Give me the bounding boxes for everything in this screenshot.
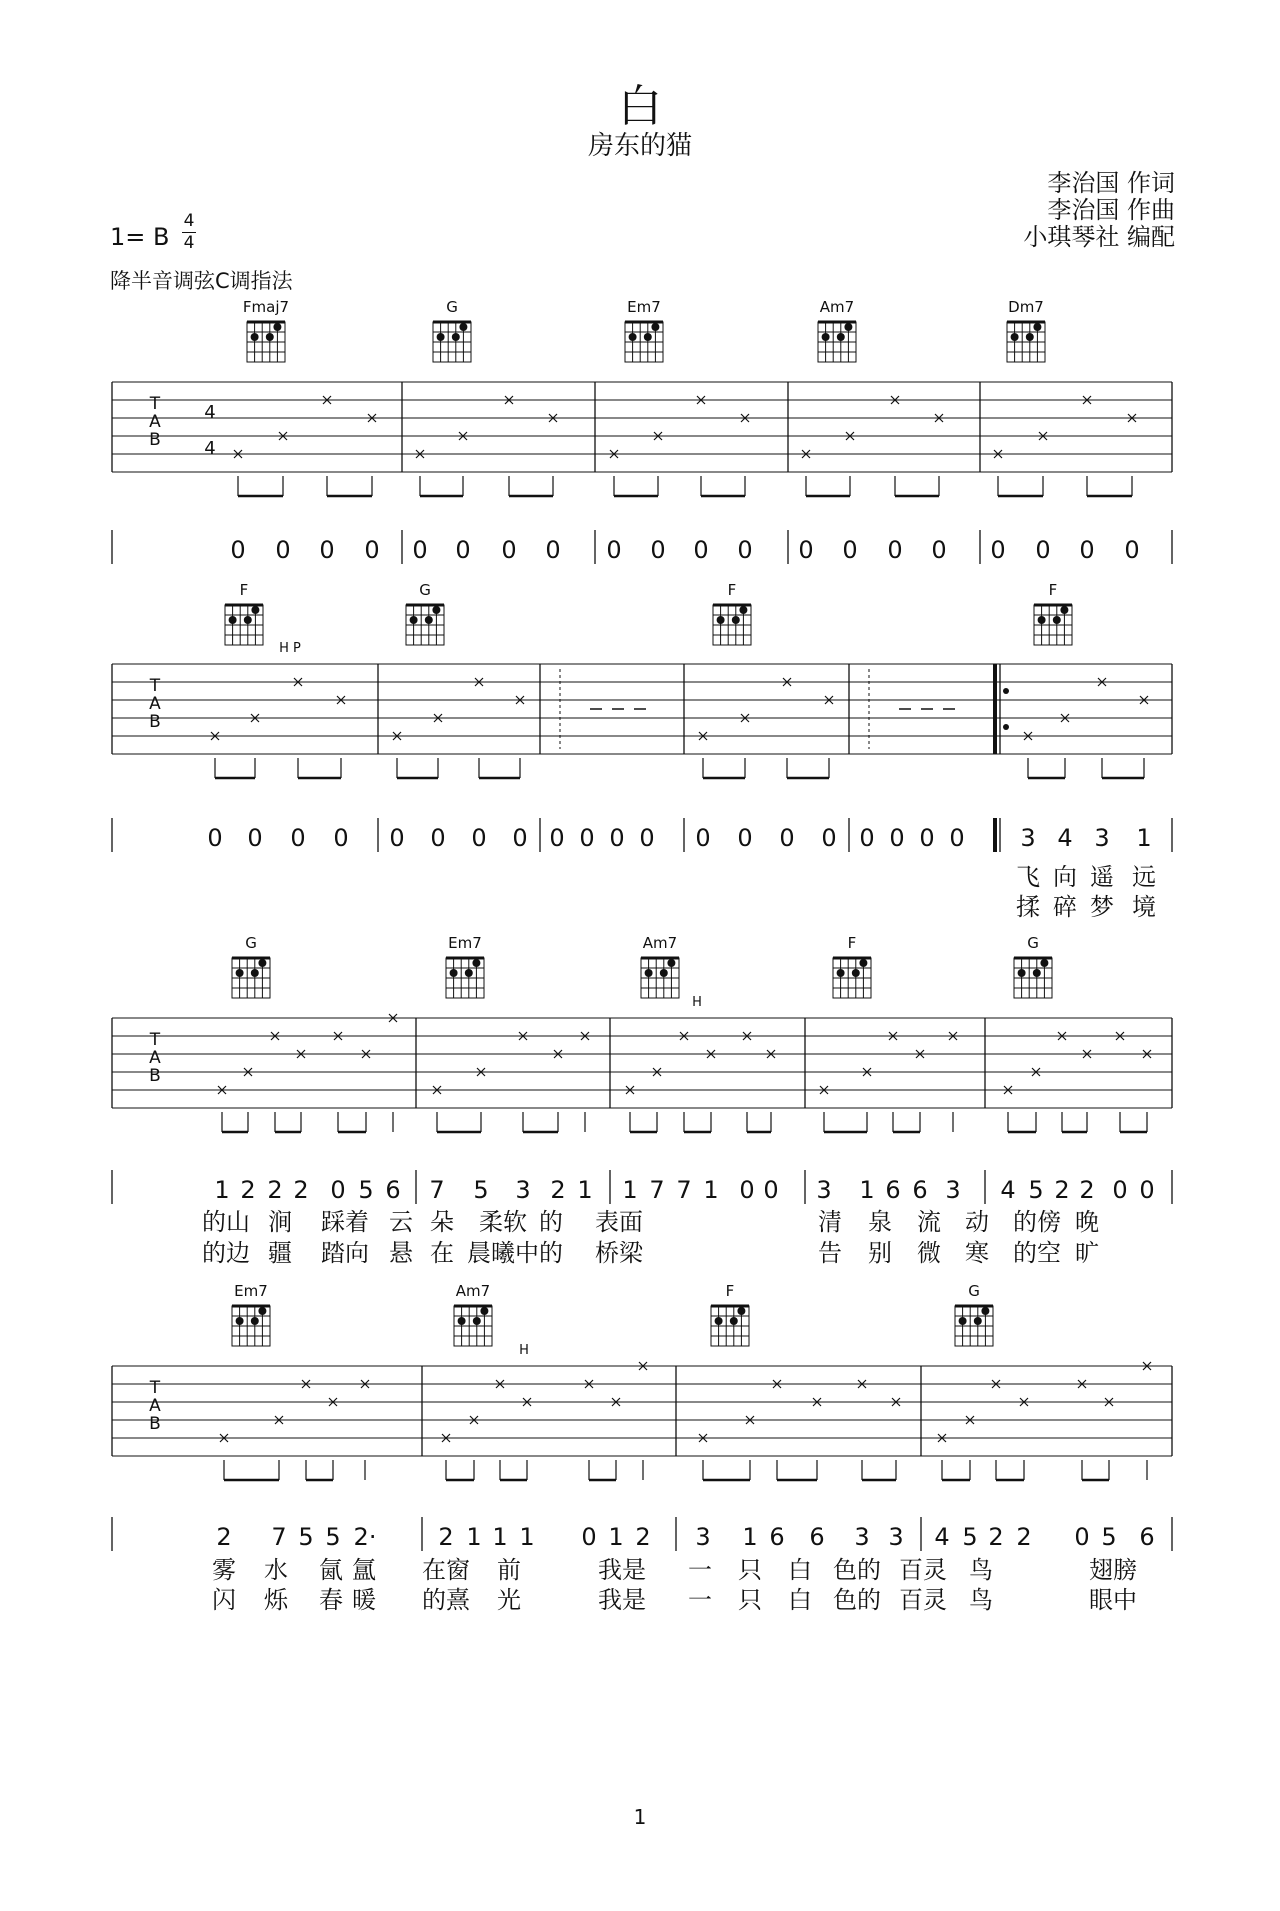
- page-number: 1: [633, 1805, 647, 1829]
- lyric-word: 眼中: [1089, 1586, 1137, 1614]
- jianpu-note: 6: [385, 1176, 401, 1204]
- chord-diagram: [433, 298, 471, 362]
- chord-dot: [437, 333, 445, 341]
- jianpu-note: 6: [769, 1523, 785, 1551]
- jianpu-note: 0: [412, 536, 428, 564]
- tab-time-bottom: 4: [204, 438, 216, 459]
- chord-dot: [258, 1307, 266, 1315]
- lyric-word: 清: [818, 1208, 842, 1236]
- lyric-word: 桥梁: [595, 1239, 643, 1267]
- system-1: [112, 298, 1172, 564]
- time-signature-bottom: 4: [183, 233, 195, 253]
- jianpu-note: 0: [364, 536, 380, 564]
- chord-dot: [852, 969, 860, 977]
- lyric-word: 飞: [1016, 863, 1040, 891]
- lyric-word: 云: [389, 1208, 413, 1236]
- jianpu-note: 0: [471, 824, 487, 852]
- lyric-word: 寒: [965, 1239, 989, 1267]
- jianpu-note: 2: [635, 1523, 651, 1551]
- jianpu-note: 0: [606, 536, 622, 564]
- credit-composer: 李治国 作曲: [1047, 196, 1175, 224]
- chord-dot: [229, 616, 237, 624]
- chord-dot: [837, 969, 845, 977]
- chord-dot: [273, 323, 281, 331]
- chord-dot: [472, 959, 480, 967]
- jianpu-note: 1: [742, 1523, 758, 1551]
- jianpu-note: 0: [650, 536, 666, 564]
- chord-dot: [251, 333, 259, 341]
- lyric-word: 晚: [1075, 1208, 1099, 1236]
- chord-dot: [737, 1307, 745, 1315]
- key-signature: 1= B: [110, 223, 170, 251]
- chord-diagram: [406, 581, 444, 645]
- lyric-word: 我是: [598, 1556, 646, 1584]
- chord-dot: [1011, 333, 1019, 341]
- chord-dot: [258, 959, 266, 967]
- lyric-word: 春: [319, 1586, 343, 1614]
- jianpu-note: 0: [290, 824, 306, 852]
- jianpu-note: 3: [816, 1176, 832, 1204]
- jianpu-note: 0: [333, 824, 349, 852]
- chord-dot: [251, 1317, 259, 1325]
- jianpu-note: 2: [550, 1176, 566, 1204]
- chord-dot: [715, 1317, 723, 1325]
- tab-letter-b: B: [149, 1066, 161, 1086]
- chord-diagram: [1034, 581, 1072, 645]
- chord-dot: [859, 959, 867, 967]
- chord-dot: [244, 616, 252, 624]
- chord-dot: [480, 1307, 488, 1315]
- jianpu-note: 0: [1074, 1523, 1090, 1551]
- jianpu-note: 0: [545, 536, 561, 564]
- chord-dot: [732, 616, 740, 624]
- jianpu-note: 3: [515, 1176, 531, 1204]
- lyric-word: 朵: [430, 1208, 454, 1236]
- tab-letter-a: A: [149, 412, 161, 432]
- lyric-word: 鸟: [969, 1586, 993, 1614]
- jianpu-note: 2: [1054, 1176, 1070, 1204]
- lyric-word: 揉: [1016, 893, 1040, 921]
- jianpu-note: 0: [247, 824, 263, 852]
- chord-diagram: [1007, 298, 1045, 362]
- time-signature-top: 4: [183, 211, 195, 231]
- jianpu-note: 1: [519, 1523, 535, 1551]
- chord-name: Am7: [455, 1282, 491, 1300]
- lyric-word: 暖: [352, 1586, 376, 1614]
- jianpu-note: 0: [207, 824, 223, 852]
- jianpu-note: 0: [1124, 536, 1140, 564]
- chord-dot: [1053, 616, 1061, 624]
- chord-name: F: [847, 934, 857, 952]
- chord-dot: [651, 323, 659, 331]
- technique-label: H P: [279, 641, 301, 656]
- jianpu-note: 3: [854, 1523, 870, 1551]
- jianpu-note: 3: [695, 1523, 711, 1551]
- lyric-word: 只: [738, 1586, 762, 1614]
- repeat-dot: [1003, 688, 1009, 694]
- jianpu-note: 6: [912, 1176, 928, 1204]
- jianpu-note: 0: [1079, 536, 1095, 564]
- lyric-word: 涧: [268, 1208, 292, 1236]
- lyric-word: 动: [965, 1208, 989, 1236]
- jianpu-note: 0: [319, 536, 335, 564]
- jianpu-note: 6: [885, 1176, 901, 1204]
- lyric-word: 我是: [598, 1586, 646, 1614]
- lyric-word: 旷: [1075, 1239, 1099, 1267]
- jianpu-note: 1: [214, 1176, 230, 1204]
- chord-dot: [837, 333, 845, 341]
- lyric-word: 表面: [595, 1208, 643, 1236]
- chord-dot: [266, 333, 274, 341]
- tab-letter-b: B: [149, 430, 161, 450]
- jianpu-note: 2: [988, 1523, 1004, 1551]
- chord-name: Am7: [642, 934, 678, 952]
- chord-dot: [730, 1317, 738, 1325]
- tab-letter-b: B: [149, 712, 161, 732]
- jianpu-note: 2: [267, 1176, 283, 1204]
- jianpu-note: 3: [1020, 824, 1036, 852]
- lyric-word: 的: [539, 1239, 563, 1267]
- chord-name: Am7: [819, 298, 855, 316]
- chord-name: Em7: [627, 298, 661, 316]
- jianpu-note: 2: [293, 1176, 309, 1204]
- lyric-word: 一: [688, 1586, 712, 1614]
- jianpu-note: 5: [1028, 1176, 1044, 1204]
- jianpu-note: 4: [1057, 824, 1073, 852]
- chord-dot: [432, 606, 440, 614]
- lyric-word: 微: [917, 1239, 941, 1267]
- chord-name: F: [1048, 581, 1058, 599]
- chord-dot: [739, 606, 747, 614]
- jianpu-note: 0: [1139, 1176, 1155, 1204]
- jianpu-note: 0: [549, 824, 565, 852]
- jianpu-note: 0: [763, 1176, 779, 1204]
- credit-lyricist: 李治国 作词: [1047, 169, 1175, 197]
- lyric-word: 雾: [212, 1556, 236, 1584]
- chord-dot: [1038, 616, 1046, 624]
- lyric-word: 的傍: [1013, 1208, 1061, 1236]
- chord-dot: [1018, 969, 1026, 977]
- jianpu-note: 0: [1112, 1176, 1128, 1204]
- chord-diagram: [232, 934, 270, 998]
- chord-dot: [644, 333, 652, 341]
- jianpu-note: 0: [1035, 536, 1051, 564]
- credit-arranger: 小琪琴社 编配: [1023, 223, 1175, 251]
- chord-dot: [465, 969, 473, 977]
- chord-dot: [959, 1317, 967, 1325]
- tab-letter-t: T: [149, 1378, 161, 1398]
- chord-diagram: [625, 298, 663, 362]
- jianpu-note: 3: [888, 1523, 904, 1551]
- chord-dot: [645, 969, 653, 977]
- lyric-word: 境: [1132, 893, 1156, 921]
- chord-name: G: [968, 1282, 980, 1300]
- chord-diagram: [225, 581, 263, 645]
- lyric-word: 告: [818, 1239, 842, 1267]
- chord-name: G: [245, 934, 257, 952]
- tab-letter-a: A: [149, 694, 161, 714]
- jianpu-note: 3: [1094, 824, 1110, 852]
- jianpu-note: 2: [240, 1176, 256, 1204]
- jianpu-note: 0: [430, 824, 446, 852]
- tab-letter-t: T: [149, 1030, 161, 1050]
- song-artist: 房东的猫: [587, 131, 692, 161]
- chord-dot: [667, 959, 675, 967]
- jianpu-note: 1: [608, 1523, 624, 1551]
- jianpu-note: 0: [779, 824, 795, 852]
- lyric-word: 翅膀: [1089, 1556, 1137, 1584]
- lyric-word: 泉: [868, 1208, 892, 1236]
- repeat-dot: [1003, 724, 1009, 730]
- lyric-word: 的熹: [422, 1586, 470, 1614]
- chord-diagram: [818, 298, 856, 362]
- jianpu-note: 1: [577, 1176, 593, 1204]
- lyric-word: 前: [497, 1556, 521, 1584]
- lyric-word: 一: [688, 1556, 712, 1584]
- jianpu-note: 2·: [353, 1523, 377, 1551]
- jianpu-note: 0: [919, 824, 935, 852]
- jianpu-note: 2: [1016, 1523, 1032, 1551]
- chord-dot: [410, 616, 418, 624]
- lyric-word: 别: [868, 1239, 892, 1267]
- chord-dot: [251, 969, 259, 977]
- jianpu-note: 1: [492, 1523, 508, 1551]
- tab-letter-a: A: [149, 1396, 161, 1416]
- chord-dot: [236, 1317, 244, 1325]
- chord-name: F: [725, 1282, 735, 1300]
- lyric-word: 疆: [268, 1239, 292, 1267]
- lyric-word: 在: [430, 1239, 454, 1267]
- jianpu-note: 2: [438, 1523, 454, 1551]
- jianpu-note: 5: [473, 1176, 489, 1204]
- chord-dot: [660, 969, 668, 977]
- lyric-word: 悬: [389, 1239, 413, 1267]
- lyric-word: 踩着: [321, 1208, 369, 1236]
- jianpu-note: 1: [466, 1523, 482, 1551]
- tab-letter-t: T: [149, 394, 161, 414]
- chord-dot: [981, 1307, 989, 1315]
- lyric-word: 梦: [1090, 893, 1114, 921]
- jianpu-note: 0: [389, 824, 405, 852]
- lyric-word: 水: [264, 1556, 288, 1584]
- chord-diagram: [711, 1282, 749, 1346]
- jianpu-note: 5: [298, 1523, 314, 1551]
- lyric-word: 柔软: [479, 1208, 527, 1236]
- chord-dot: [473, 1317, 481, 1325]
- chord-diagram: [713, 581, 751, 645]
- lyric-word: 百灵: [899, 1586, 947, 1614]
- jianpu-note: 2: [216, 1523, 232, 1551]
- chord-diagram: [454, 1282, 492, 1346]
- chord-dot: [251, 606, 259, 614]
- lyric-word: 白: [788, 1586, 812, 1614]
- chord-diagram: [955, 1282, 993, 1346]
- chord-dot: [1026, 333, 1034, 341]
- song-title: 白: [618, 81, 662, 132]
- jianpu-note: 0: [639, 824, 655, 852]
- chord-diagram: [446, 934, 484, 998]
- lyric-word: 闪: [212, 1586, 236, 1614]
- chord-dot: [452, 333, 460, 341]
- chord-diagram: [1014, 934, 1052, 998]
- tab-letter-b: B: [149, 1414, 161, 1434]
- chord-dot: [459, 323, 467, 331]
- jianpu-note: 6: [809, 1523, 825, 1551]
- lyric-word: 的空: [1013, 1239, 1061, 1267]
- system-2: [112, 581, 1172, 921]
- jianpu-note: 0: [609, 824, 625, 852]
- lyric-word: 色的: [833, 1556, 881, 1584]
- chord-name: G: [419, 581, 431, 599]
- chord-dot: [458, 1317, 466, 1325]
- jianpu-note: 0: [931, 536, 947, 564]
- chord-dot: [1040, 959, 1048, 967]
- chord-diagram: [232, 1282, 270, 1346]
- jianpu-note: 0: [693, 536, 709, 564]
- jianpu-note: 5: [1101, 1523, 1117, 1551]
- jianpu-note: 0: [859, 824, 875, 852]
- jianpu-note: 0: [990, 536, 1006, 564]
- lyric-word: 向: [1053, 863, 1077, 891]
- lyric-word: 在窗: [422, 1556, 470, 1584]
- chord-name: Em7: [234, 1282, 268, 1300]
- lyric-word: 晨曦中: [467, 1239, 539, 1267]
- chord-dot: [425, 616, 433, 624]
- jianpu-note: 7: [429, 1176, 445, 1204]
- chord-dot: [822, 333, 830, 341]
- lyric-word: 遥: [1090, 863, 1114, 891]
- chord-dot: [844, 323, 852, 331]
- lyric-word: 烁: [264, 1586, 288, 1614]
- chord-name: F: [239, 581, 249, 599]
- jianpu-note: 2: [1079, 1176, 1095, 1204]
- chord-name: G: [446, 298, 458, 316]
- tab-time-top: 4: [204, 402, 216, 423]
- jianpu-note: 0: [821, 824, 837, 852]
- lyric-word: 百灵: [899, 1556, 947, 1584]
- technique-label: H: [692, 995, 702, 1010]
- jianpu-note: 1: [703, 1176, 719, 1204]
- lyric-word: 的山: [202, 1208, 250, 1236]
- jianpu-note: 0: [889, 824, 905, 852]
- jianpu-note: 0: [455, 536, 471, 564]
- system-3: [112, 934, 1172, 1267]
- jianpu-note: 0: [949, 824, 965, 852]
- jianpu-note: 5: [962, 1523, 978, 1551]
- jianpu-note: 7: [271, 1523, 287, 1551]
- jianpu-note: 3: [945, 1176, 961, 1204]
- lyric-word: 的边: [202, 1239, 250, 1267]
- jianpu-note: 4: [934, 1523, 950, 1551]
- jianpu-note: 0: [695, 824, 711, 852]
- jianpu-note: 4: [1000, 1176, 1016, 1204]
- lyric-word: 远: [1132, 863, 1156, 891]
- chord-dot: [974, 1317, 982, 1325]
- chord-name: Fmaj7: [242, 298, 290, 316]
- jianpu-note: 0: [275, 536, 291, 564]
- chord-name: Em7: [448, 934, 482, 952]
- chord-dot: [1033, 323, 1041, 331]
- jianpu-note: 7: [649, 1176, 665, 1204]
- jianpu-note: 0: [842, 536, 858, 564]
- jianpu-note: 0: [512, 824, 528, 852]
- jianpu-note: 0: [887, 536, 903, 564]
- technique-label: H: [519, 1343, 529, 1358]
- lyric-word: 色的: [833, 1586, 881, 1614]
- chord-name: G: [1027, 934, 1039, 952]
- jianpu-note: 0: [737, 824, 753, 852]
- jianpu-note: 0: [798, 536, 814, 564]
- chord-dot: [1060, 606, 1068, 614]
- chord-name: F: [727, 581, 737, 599]
- jianpu-note: 6: [1139, 1523, 1155, 1551]
- chord-dot: [717, 616, 725, 624]
- jianpu-note: 0: [739, 1176, 755, 1204]
- chord-dot: [450, 969, 458, 977]
- jianpu-note: 0: [579, 824, 595, 852]
- chord-diagram: [833, 934, 871, 998]
- tuning-note: 降半音调弦C调指法: [110, 269, 293, 293]
- lyric-word: 只: [738, 1556, 762, 1584]
- lyric-word: 光: [497, 1586, 521, 1614]
- chord-dot: [236, 969, 244, 977]
- jianpu-note: 0: [501, 536, 517, 564]
- lyric-word: 氤: [319, 1556, 343, 1584]
- chord-name: Dm7: [1008, 298, 1044, 316]
- lyric-word: 的: [539, 1208, 563, 1236]
- lyric-word: 流: [917, 1208, 941, 1236]
- chord-diagram: [243, 298, 289, 362]
- jianpu-note: 1: [1136, 824, 1152, 852]
- lyric-word: 踏向: [321, 1239, 369, 1267]
- jianpu-note: 0: [230, 536, 246, 564]
- chord-dot: [629, 333, 637, 341]
- system-4: [112, 1282, 1172, 1614]
- chord-diagram: [641, 934, 679, 998]
- chord-dot: [1033, 969, 1041, 977]
- lyric-word: 碎: [1053, 893, 1077, 921]
- jianpu-note: 0: [330, 1176, 346, 1204]
- jianpu-note: 0: [737, 536, 753, 564]
- jianpu-note: 0: [581, 1523, 597, 1551]
- jianpu-note: 1: [859, 1176, 875, 1204]
- lyric-word: 白: [788, 1556, 812, 1584]
- jianpu-note: 5: [325, 1523, 341, 1551]
- jianpu-note: 1: [622, 1176, 638, 1204]
- jianpu-note: 5: [358, 1176, 374, 1204]
- lyric-word: 氲: [352, 1556, 376, 1584]
- lyric-word: 鸟: [969, 1556, 993, 1584]
- tab-letter-t: T: [149, 676, 161, 696]
- jianpu-note: 7: [676, 1176, 692, 1204]
- tab-letter-a: A: [149, 1048, 161, 1068]
